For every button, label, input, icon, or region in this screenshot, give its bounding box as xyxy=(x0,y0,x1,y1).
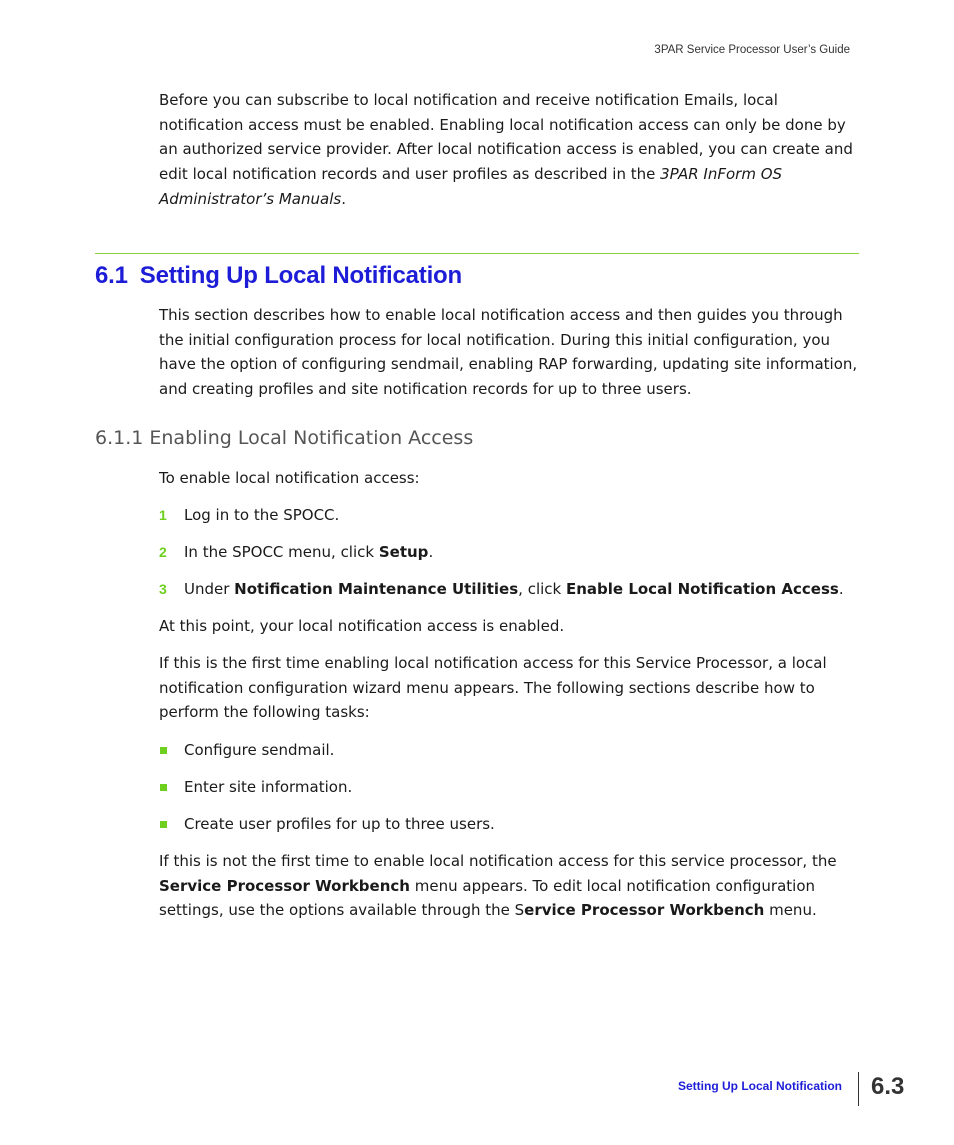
setup-menu-label: Setup xyxy=(378,543,429,561)
step-text-part: , click xyxy=(518,580,566,598)
footer-separator xyxy=(858,1072,859,1106)
bullet-square-icon xyxy=(160,747,167,754)
section-paragraph: This section describes how to enable local notification access and then guides you through the initial configuration process for local notification. During this initial configuration, you have the option of configuring sendmail, enabling RAP forwarding, updating site information, and creating profiles and site notification records for up to three users. xyxy=(159,306,858,399)
step-number: 2 xyxy=(159,544,167,560)
closing-text: menu. xyxy=(764,901,817,920)
after-steps-paragraph: At this point, your local notification access is enabled. xyxy=(159,617,565,635)
closing-text: menu appears. To edit local notification configuration settings, use the options available through the S xyxy=(159,876,816,920)
step-text-part: . xyxy=(428,543,434,561)
utilities-label: Notification Maintenance Utilities xyxy=(234,580,519,598)
bullet-item: Enter site information. xyxy=(184,778,353,796)
bullet-square-icon xyxy=(160,821,167,828)
intro-end: . xyxy=(341,189,346,208)
running-header: 3PAR Service Processor User’s Guide xyxy=(654,44,850,56)
step-text-part: Under xyxy=(184,580,235,598)
workbench-label: ervice Processor Workbench xyxy=(524,901,765,920)
bullet-item: Create user profiles for up to three users. xyxy=(184,815,495,833)
section-divider xyxy=(95,253,859,254)
step-text xyxy=(184,577,844,601)
intro-text: Before you can subscribe to local notification and receive notification Emails, local notification access must be enabled. Enabling local notification access can only be done by an authorized service provider. After local notification access is enabled, you can create and edit local notification records and user profiles as described in the xyxy=(159,91,853,184)
closing-text: If this is not the first time to enable local notification access for this service processor, the xyxy=(159,852,837,870)
footer-section-label: Setting Up Local Notification xyxy=(678,1079,842,1093)
step-number: 3 xyxy=(159,581,167,597)
workbench-label: Service Processor Workbench xyxy=(159,876,410,895)
closing-paragraph xyxy=(159,849,859,923)
step-text xyxy=(184,540,433,564)
subsection-heading: 6.1.1 Enabling Local Notification Access xyxy=(95,427,474,449)
section-number: 6.1 xyxy=(95,262,128,289)
section-heading xyxy=(95,262,462,290)
intro-paragraph xyxy=(159,88,859,212)
step-number: 1 xyxy=(159,507,167,523)
subsection-lead: To enable local notification access: xyxy=(159,469,420,487)
bullet-square-icon xyxy=(160,784,167,791)
section-title: Setting Up Local Notification xyxy=(139,262,462,289)
page-number: 6.3 xyxy=(871,1073,905,1100)
intro-manual-title: 3PAR InForm OS Administrator’s Manuals xyxy=(159,165,783,208)
bullet-item: Configure sendmail. xyxy=(184,741,335,759)
wizard-paragraph: If this is the first time enabling local notification access for this Service Processor, a local notification configuration wizard menu appears. The following sections describe how to perform the following tasks: xyxy=(159,654,827,722)
step-text-part: In the SPOCC menu, click xyxy=(184,543,379,561)
step-text: Log in to the SPOCC. xyxy=(184,506,340,524)
enable-access-label: Enable Local Notification Access xyxy=(566,580,839,598)
step-text-part: . xyxy=(838,580,844,598)
